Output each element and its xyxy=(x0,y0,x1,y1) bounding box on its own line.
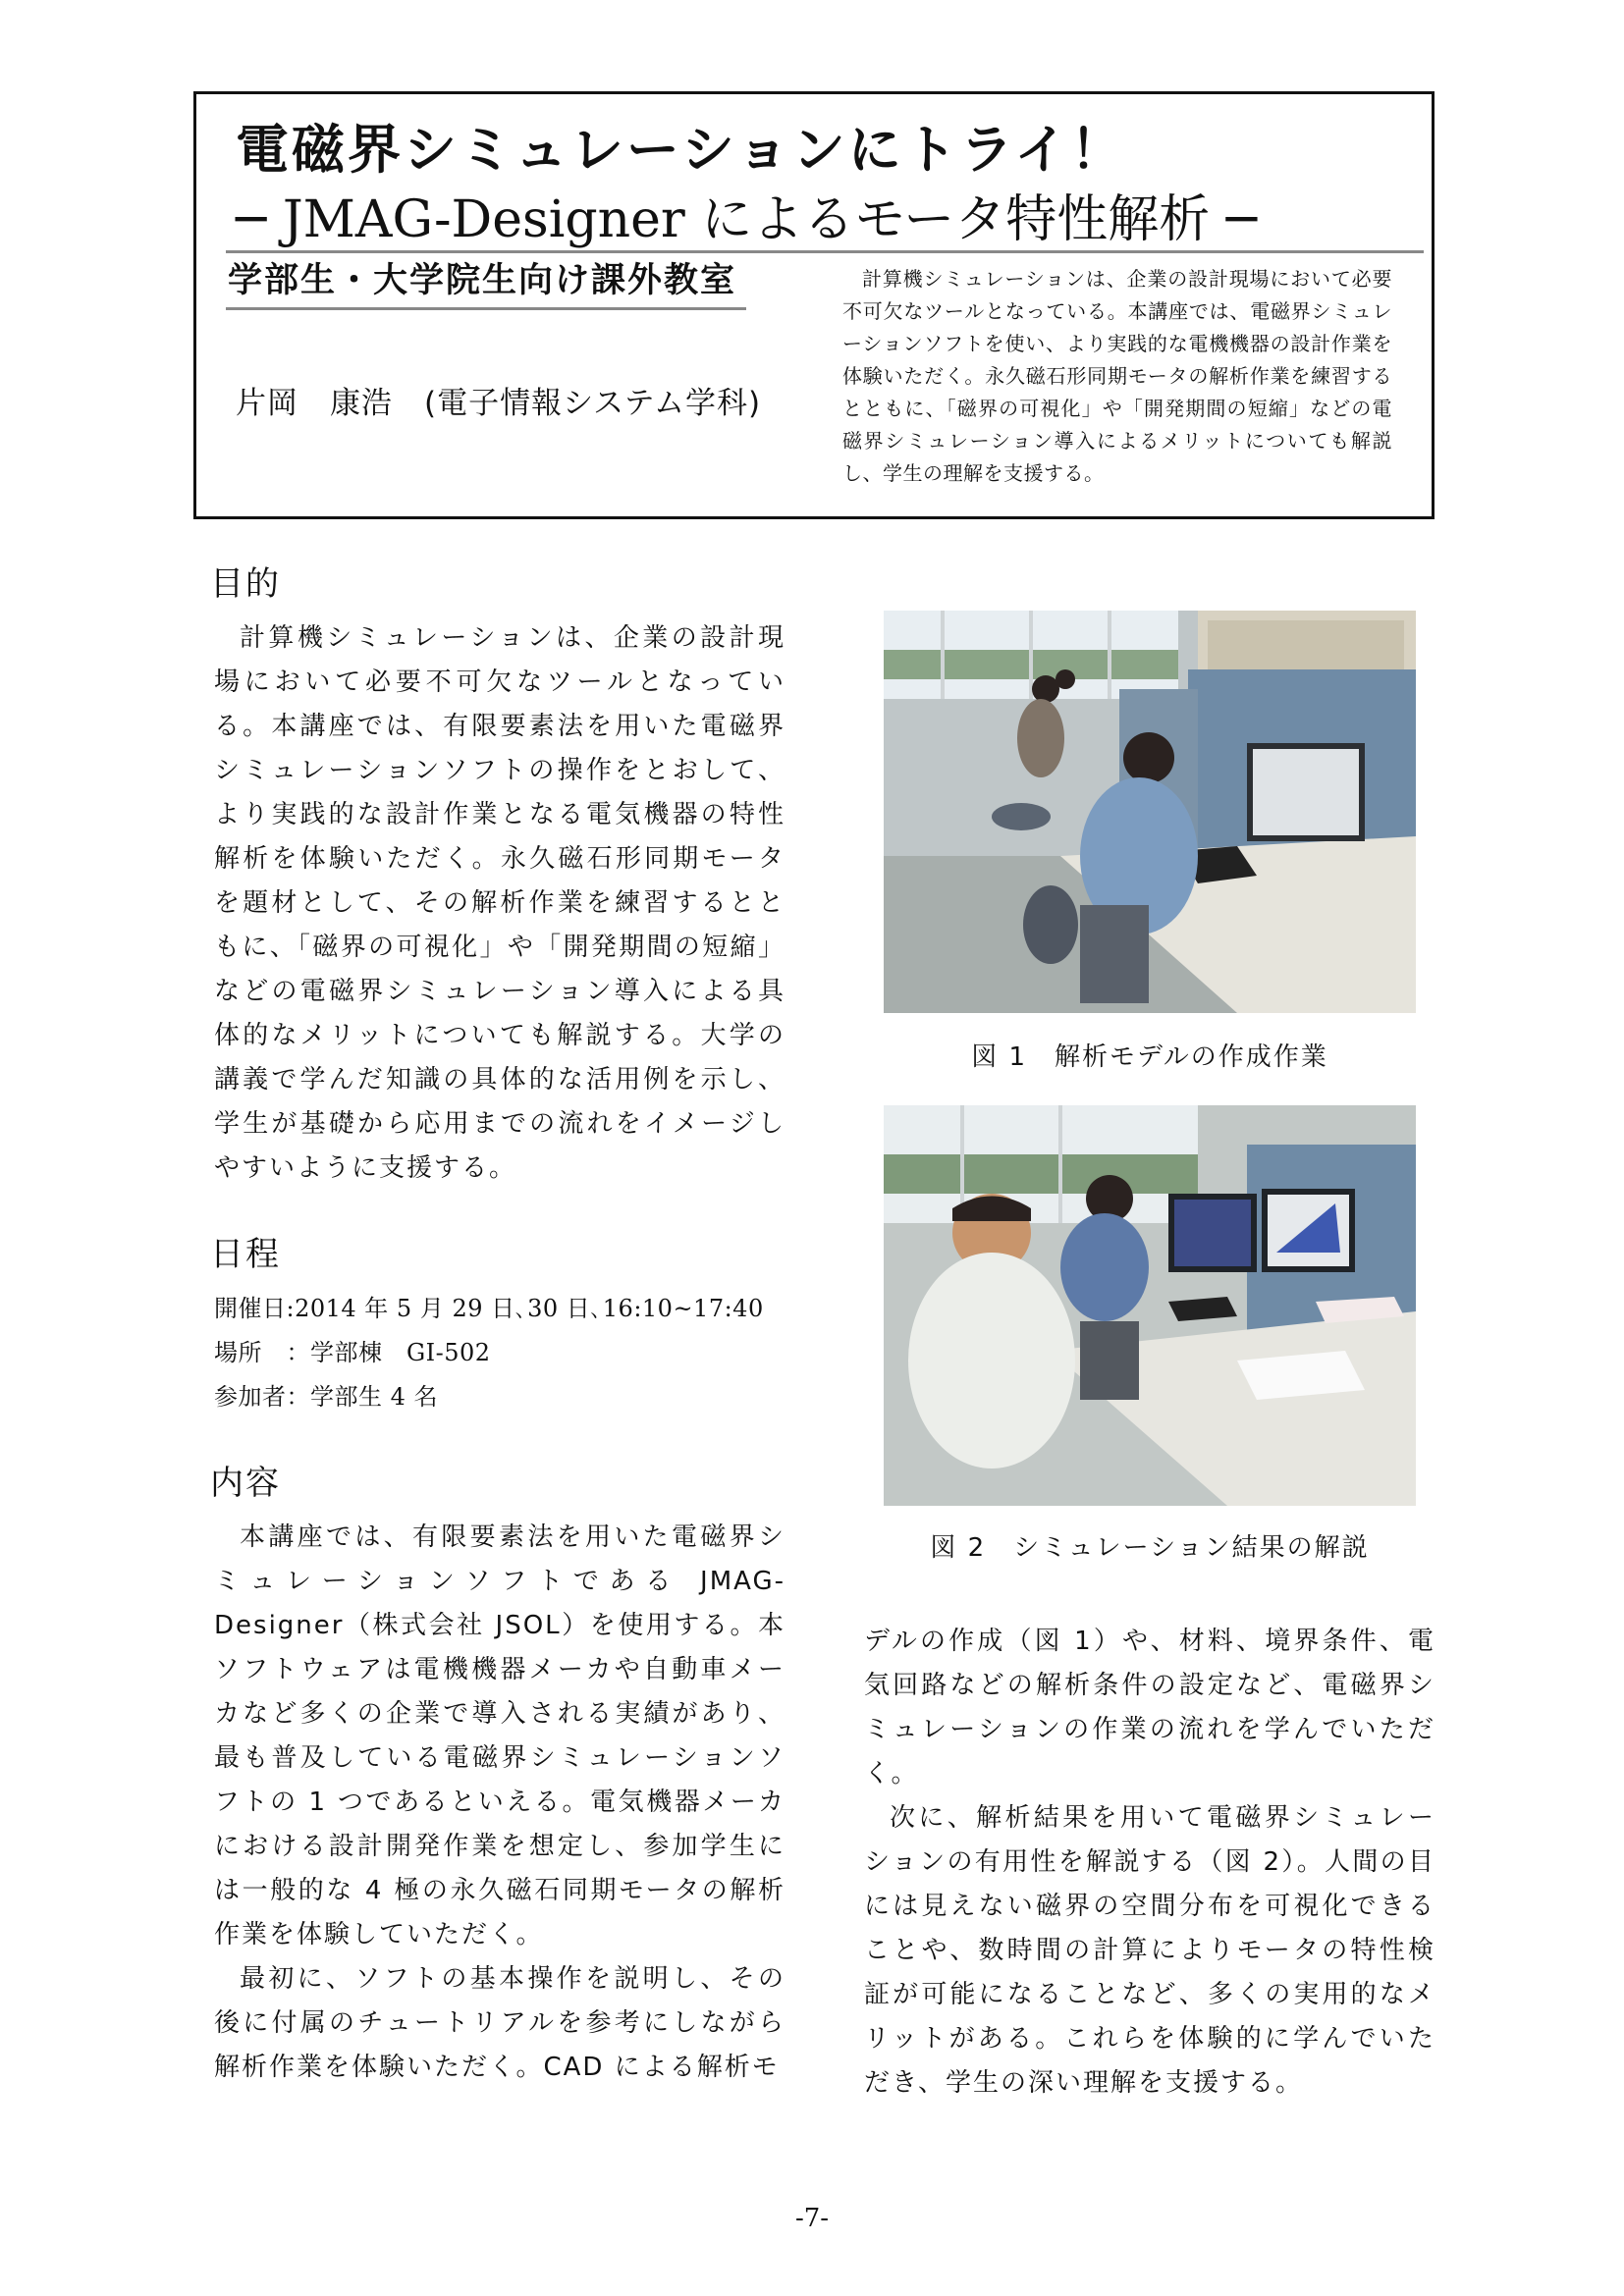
subtitle-divider xyxy=(226,307,746,310)
content-paragraph-3: 次に、解析結果を用いて電磁界シミュレーションの有用性を解説する（図 2）。人間の目には見えない磁界の空間分布を可視化できることや、数時間の計算によりモータの特性検証が可能になることなど、多くの実用的なメリットがある。これらを体験的に学んでいただき、学生の深い理解を支援する。 xyxy=(864,1803,1435,2098)
left-column xyxy=(210,560,785,2090)
subtitle: 学部生・大学院生向け課外教室 xyxy=(228,261,737,300)
content-paragraph-2: 最初に、ソフトの基本操作を説明し、その後に付属のチュートリアルを参考にしながら解析作業を体験いただく。CAD による解析モ xyxy=(214,1964,785,2082)
schedule-participants: 参加者：学部生 4 名 xyxy=(214,1383,439,1411)
figure-1-caption: 図 1 解析モデルの作成作業 xyxy=(971,1042,1328,1072)
schedule-date: 開催日:2014 年 5 月 29 日､30 日､16:10~17:40 xyxy=(214,1295,764,1322)
title-line-1: 電磁界シミュレーションにトライ！ xyxy=(236,119,1127,181)
author: 片岡 康浩 (電子情報システム学科) xyxy=(236,386,762,421)
figure-2-photo xyxy=(884,1105,1416,1506)
title-line-2: ─ JMAG-Designer によるモータ特性解析 ─ xyxy=(236,190,1258,249)
content-paragraph-1: 本講座では、有限要素法を用いた電磁界シミュレーションソフトである JMAG-Designer（株式会社 JSOL）を使用する。本ソフトウェアは電機機器メーカや自動車メーカなど多くの企業で導入される実績があり、最も普及している電磁界シミュレーションソフトの 1 つであるといえる。電気機器メーカにおける設計開発作業を想定し、参加学生には一般的な 4 極の永久磁石同期モータの解析作業を体験していただく。 xyxy=(214,1522,785,1949)
page-number: -7- xyxy=(794,2204,830,2233)
schedule-heading: 日程 xyxy=(210,1235,281,1274)
content-paragraph-2-continued: デルの作成（図 1）や、材料、境界条件、電気回路などの解析条件の設定など、電磁界シミュレーションの作業の流れを学んでいただく。 xyxy=(864,1627,1435,1789)
schedule-place: 場所 ：学部棟 GI-502 xyxy=(214,1339,491,1366)
right-column xyxy=(864,1620,1435,2106)
figure-1-photo xyxy=(884,611,1416,1013)
abstract: 計算機シミュレーションは、企業の設計現場において必要不可欠なツールとなっている。本講座では、電磁界シミュレーションソフトを使い、より実践的な電機機器の設計作業を体験いただく。永久磁石形同期モータの解析作業を練習するとともに、「磁界の可視化」や「開発期間の短縮」などの電磁界シミュレーション導入によるメリットについても解説し、学生の理解を支援する。 xyxy=(842,267,1392,485)
purpose-text: 計算機シミュレーションは、企業の設計現場において必要不可欠なツールとなっている。本講座では、有限要素法を用いた電磁界シミュレーションソフトの操作をとおして、より実践的な設計作業となる電気機器の特性解析を体験いただく。永久磁石形同期モータを題材として、その解析作業を練習するとともに、「磁界の可視化」や「開発期間の短縮」などの電磁界シミュレーション導入による具体的なメリットについても解説する。大学の講義で学んだ知識の具体的な活用例を示し、学生が基礎から応用までの流れをイメージしやすいように支援する。 xyxy=(214,623,785,1183)
purpose-heading: 目的 xyxy=(210,564,281,604)
content-heading: 内容 xyxy=(210,1464,281,1503)
figure-2-caption: 図 2 シミュレーション結果の解説 xyxy=(930,1533,1370,1563)
